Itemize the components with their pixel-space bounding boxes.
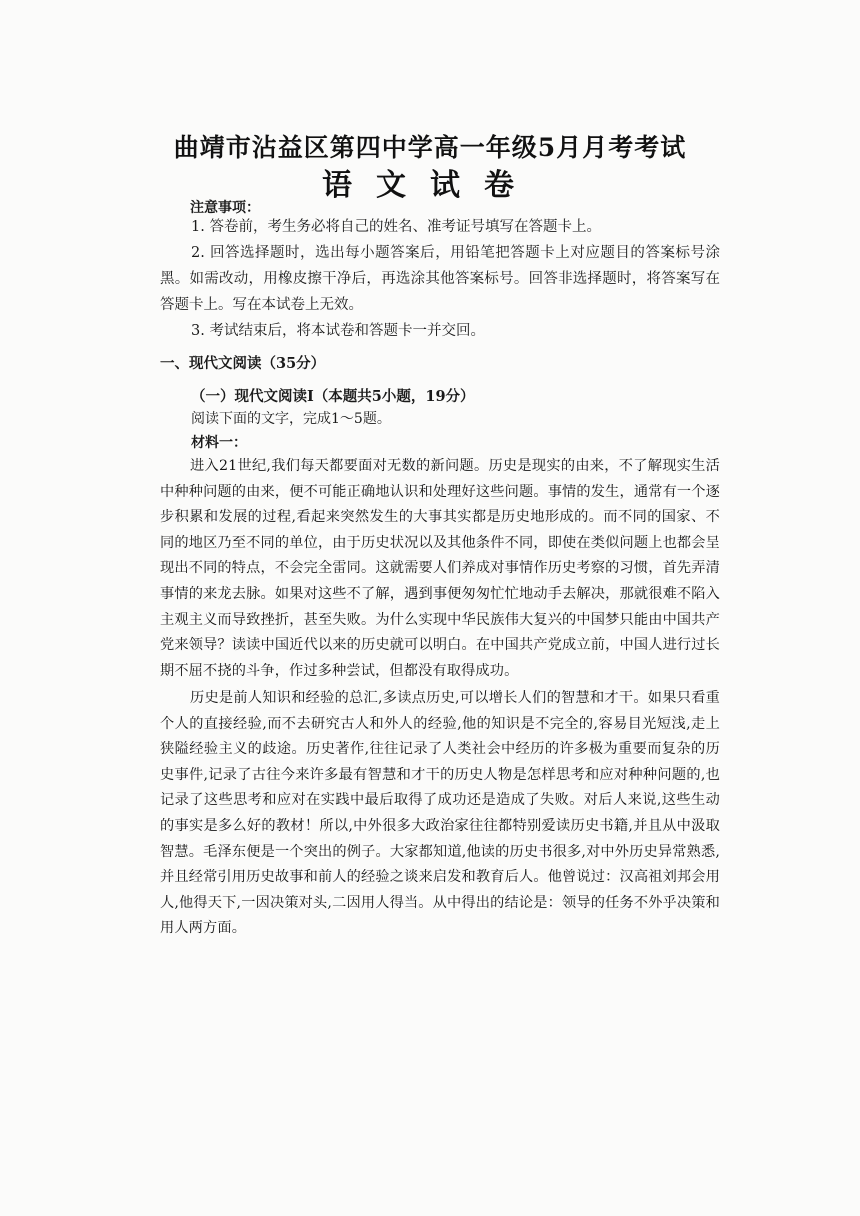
section-heading: 一、现代文阅读（35分） <box>160 355 326 372</box>
notice-item: 2. 回答选择题时，选出每小题答案后，用铅笔把答题卡上对应题目的答案标号涂黑。如需改动，用橡皮擦干净后，再选涂其他答案标号。回答非选择题时，将答案写在答题卡上。写在本试卷上无效。 <box>160 245 720 313</box>
notice-heading: 注意事项： <box>190 200 260 216</box>
notice-item: 3. 考试结束后，将本试卷和答题卡一并交回。 <box>191 323 485 339</box>
exam-title: 曲靖市沾益区第四中学高一年级5月月考考试 <box>173 133 687 162</box>
material-paragraph: 进入21世纪,我们每天都要面对无数的新问题。历史是现实的由来，不了解现实生活中种种问题的由来，便不可能正确地认识和处理好这些问题。事情的发生，通常有一个逐步积累和发展的过程,看起来突然发生的大事其实都是历史地形成的。而不同的国家、不同的地区乃至不同的单位，由于历史状况以及其他条件不同，即使在类似问题上也都会呈现出不同的特点，不会完全雷同。这就需要人们养成对事情作历史考察的习惯，首先弄清事情的来龙去脉。如果对这些不了解，遇到事便匆匆忙忙地动手去解决，那就很难不陷入主观主义而导致挫折，甚至失败。为什么实现中华民族伟大复兴的中国梦只能由中国共产党来领导？读读中国近代以来的历史就可以明白。在中国共产党成立前，中国人进行过长期不屈不挠的斗争，作过多种尝试，但都没有取得成功。 <box>160 458 720 679</box>
material-paragraph: 历史是前人知识和经验的总汇,多读点历史,可以增长人们的智慧和才干。如果只看重个人的直接经验,而不去研究古人和外人的经验,他的知识是不完全的,容易目光短浅,走上狭隘经验主义的歧途。历史著作,往往记录了人类社会中经历的许多极为重要而复杂的历史事件,记录了古往今来许多最有智慧和才干的历史人物是怎样思考和应对种种问题的,也记录了这些思考和应对在实践中最后取得了成功还是造成了失败。对后人来说,这些生动的事实是多么好的教材！所以,中外很多大政治家往往都特别爱读历史书籍,并且从中汲取智慧。毛泽东便是一个突出的例子。大家都知道,他读的历史书很多,对中外历史异常熟悉,并且经常引用历史故事和前人的经验之谈来启发和教育后人。他曾说过：汉高祖刘邦会用人,他得天下,一因决策对头,二因用人得当。从中得出的结论是：领导的任务不外乎决策和用人两方面。 <box>160 690 720 937</box>
notice-item: 1. 答卷前，考生务必将自己的姓名、准考证号填写在答题卡上。 <box>191 219 601 235</box>
reading-instruction: 阅读下面的文字，完成1～5题。 <box>191 411 391 427</box>
exam-subtitle: 语文试卷 <box>322 168 538 203</box>
material-label: 材料一： <box>191 435 247 451</box>
subsection-heading: （一）现代文阅读Ⅰ（本题共5小题，19分） <box>191 388 475 405</box>
